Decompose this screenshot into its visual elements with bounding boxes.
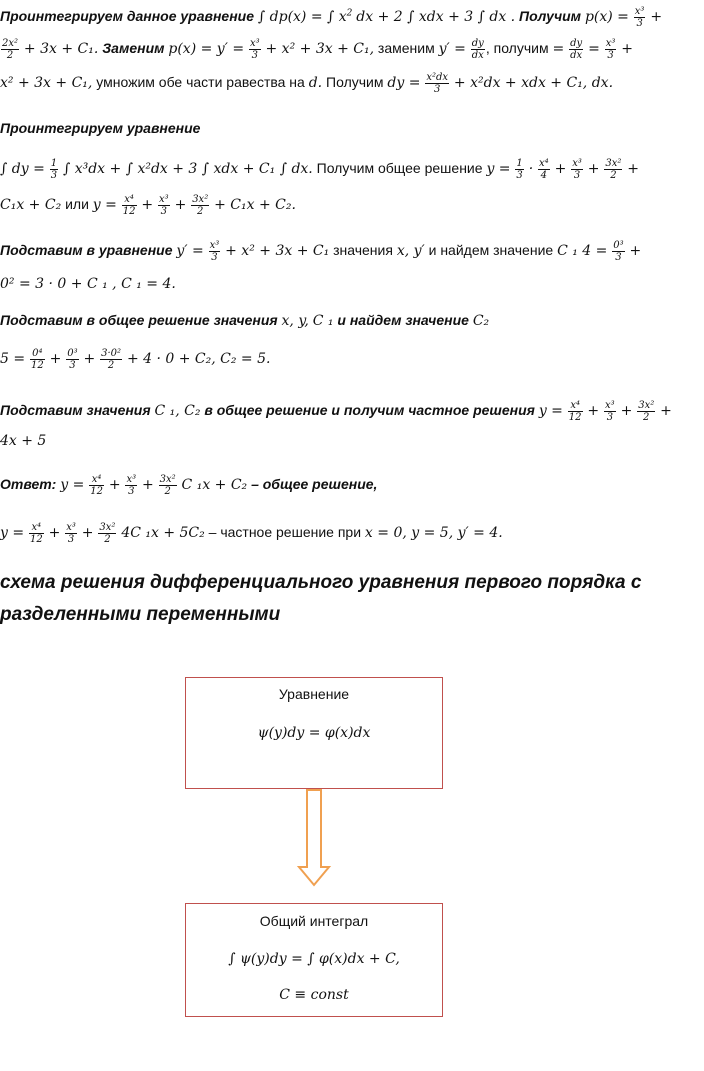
text: – частное решение при — [208, 524, 362, 541]
fraction: $\frac{\text{0³}}{3}$ — [613, 240, 624, 263]
line-13 — [0, 474, 377, 497]
const-formula: C ≡ const — [279, 987, 349, 1003]
math: + — [587, 161, 600, 178]
equation-box — [185, 677, 443, 789]
fraction: $\frac{\text{2x²}}{2}$ — [2, 38, 19, 61]
math: y = — [538, 403, 563, 420]
math: + — [660, 403, 672, 420]
fraction: $\frac{\text{x⁴}}{12}$ — [29, 522, 43, 545]
math: x² + 3x + C₁, — [0, 75, 93, 92]
text: заменим — [377, 40, 435, 57]
line-11 — [0, 400, 672, 423]
down-arrow-icon — [296, 789, 332, 887]
text: Получим — [326, 74, 384, 91]
fraction: $\frac{\text{3x²}}{2}$ — [638, 400, 655, 423]
section-heading-line-2: разделенными переменными — [0, 604, 281, 625]
math: y = — [92, 197, 117, 214]
math: y′ = — [176, 243, 204, 260]
line-2 — [0, 38, 633, 61]
line-3 — [0, 72, 613, 95]
text: Заменим — [102, 40, 165, 57]
math: + x² + 3x + C₁ — [225, 243, 330, 260]
math: dy = — [387, 75, 421, 92]
math: p(x) = y′ = — [168, 41, 245, 58]
math: x, y′ — [396, 243, 425, 260]
fraction: $\frac{\text{x⁴}}{4}$ — [539, 158, 549, 181]
fraction: $\frac{1}{3}$ — [516, 158, 523, 181]
text: и найдем значение — [337, 312, 469, 328]
math: ∫ x³dx + ∫ x²dx + 3 ∫ xdx + C₁ ∫ dx. — [62, 161, 313, 178]
math: C ₁ — [312, 313, 334, 329]
fraction: $\frac{\text{x³}}{3}$ — [605, 400, 615, 423]
fraction: $\frac{1}{3}$ — [50, 158, 58, 181]
math: + — [620, 403, 633, 420]
text: Ответ: — [0, 476, 57, 493]
fraction: $\frac{\text{3x²}}{2}$ — [605, 158, 622, 181]
math: + — [627, 161, 640, 178]
section-heading-line-1: схема решения дифференциального уравнения первого порядка с — [0, 572, 642, 593]
math: + — [587, 403, 600, 420]
math: y = — [0, 525, 25, 542]
fraction: $\frac{\text{x⁴}}{12}$ — [568, 400, 582, 423]
math: + x²dx + xdx + C₁, dx. — [453, 75, 614, 92]
math: d. — [308, 75, 323, 92]
math: C₁x + C₂ — [0, 197, 62, 214]
fraction: $\frac{\text{x⁴}}{12}$ — [90, 474, 103, 497]
math: + — [108, 477, 121, 494]
text: или — [65, 196, 89, 213]
exponent: 2 — [346, 8, 353, 19]
math: + — [554, 161, 567, 178]
text: Подставим в уравнение — [0, 242, 173, 259]
text: умножим обе части равества на — [96, 74, 305, 91]
line-8 — [0, 275, 176, 292]
math: 4x + 5 — [0, 433, 47, 449]
math: C₂ — [472, 313, 490, 329]
text: Проинтегрируем уравнение — [0, 120, 201, 136]
math: y′ = — [438, 41, 466, 58]
fraction: $\frac{\text{3·0²}}{2}$ — [101, 348, 122, 371]
text: в общее решение и получим частное решения — [204, 402, 535, 419]
line-5 — [0, 158, 639, 181]
math: + — [49, 351, 62, 368]
math: p(x) = — [584, 9, 629, 26]
line-12 — [0, 432, 46, 449]
math: + — [142, 477, 154, 494]
math: y = — [486, 161, 511, 178]
text: , получим — [485, 40, 549, 57]
line-14 — [0, 522, 503, 545]
equation-formula: ψ(y)dy = φ(x)dx — [257, 725, 371, 741]
math: + — [48, 525, 61, 542]
math: y = — [60, 477, 85, 494]
line-1 — [0, 6, 662, 29]
text: Подставим в общее решение значения — [0, 312, 278, 328]
fraction: $\frac{\text{x²dx}}{3}$ — [426, 72, 449, 95]
math: + 3x + C₁. — [23, 41, 99, 58]
fraction: $\frac{\text{x³}}{3}$ — [605, 38, 616, 61]
text: значения — [333, 242, 393, 259]
math: + — [83, 351, 96, 368]
math: · — [528, 161, 534, 178]
math: x = 0, y = 5, y′ = 4. — [364, 525, 503, 542]
math: ∫ dy = — [0, 161, 45, 178]
math: x, y, — [281, 313, 309, 329]
text: Получим — [519, 8, 582, 25]
text: и найдем значение — [428, 242, 554, 259]
line-10 — [0, 348, 270, 371]
math: 4C ₁x + 5C₂ — [121, 525, 205, 542]
text: Получим общее решение — [316, 160, 483, 177]
general-integral-box — [185, 903, 443, 1017]
math: + — [174, 197, 187, 214]
fraction: $\frac{\text{3x²}}{2}$ — [159, 474, 176, 497]
fraction: $\frac{\text{0³}}{3}$ — [67, 348, 78, 371]
line-7 — [0, 240, 641, 263]
math: = — [552, 41, 565, 58]
math: + 4 · 0 + C₂, C₂ = 5. — [126, 351, 271, 368]
math: + — [629, 243, 642, 260]
math: dx + 2 ∫ xdx + 3 ∫ dx . — [356, 9, 516, 26]
math: + — [650, 9, 663, 26]
text: Проинтегрируем данное уравнение — [0, 8, 255, 25]
line-6 — [0, 194, 296, 217]
line-4 — [0, 120, 200, 136]
fraction: $\frac{\text{x³}}{3}$ — [126, 474, 137, 497]
math: 5 = — [0, 351, 26, 368]
fraction: $\frac{\text{x⁴}}{12}$ — [122, 194, 136, 217]
text: – общее решение, — [251, 476, 378, 493]
fraction: $\frac{\text{0⁴}}{12}$ — [30, 348, 44, 371]
math: = — [588, 41, 600, 58]
fraction: $\frac{dy}{dx}$ — [471, 38, 484, 61]
fraction: $\frac{dy}{dx}$ — [570, 38, 583, 61]
fraction: $\frac{\text{3x²}}{2}$ — [192, 194, 209, 217]
math: 0² = 3 · 0 + C ₁ , C ₁ = 4. — [0, 276, 176, 292]
general-integral-formula: ∫ ψ(y)dy = ∫ φ(x)dx + C, — [228, 951, 400, 967]
general-integral-box-title: Общий интеграл — [259, 913, 369, 929]
math: C ₁, C₂ — [154, 403, 201, 420]
math: ∫ dp(x) = ∫ x — [257, 9, 347, 26]
fraction: $\frac{\text{x³}}{3}$ — [159, 194, 169, 217]
fraction: $\frac{\text{x³}}{3}$ — [634, 6, 645, 29]
math: + — [141, 197, 154, 214]
fraction: $\frac{\text{x³}}{3}$ — [572, 158, 582, 181]
fraction: $\frac{\text{x³}}{3}$ — [209, 240, 220, 263]
math: + — [621, 41, 633, 58]
fraction: $\frac{\text{x³}}{3}$ — [66, 522, 76, 545]
math: C ₁x + C₂ — [181, 477, 248, 494]
math: + — [81, 525, 94, 542]
fraction: $\frac{\text{3x²}}{2}$ — [99, 522, 116, 545]
line-9 — [0, 312, 489, 329]
equation-box-title: Уравнение — [278, 686, 350, 702]
math: + C₁x + C₂. — [214, 197, 296, 214]
fraction: $\frac{\text{x³}}{3}$ — [249, 38, 260, 61]
math: + x² + 3x + C₁, — [265, 41, 375, 58]
text: Подставим значения — [0, 402, 151, 419]
math: C ₁ 4 = — [557, 243, 608, 260]
